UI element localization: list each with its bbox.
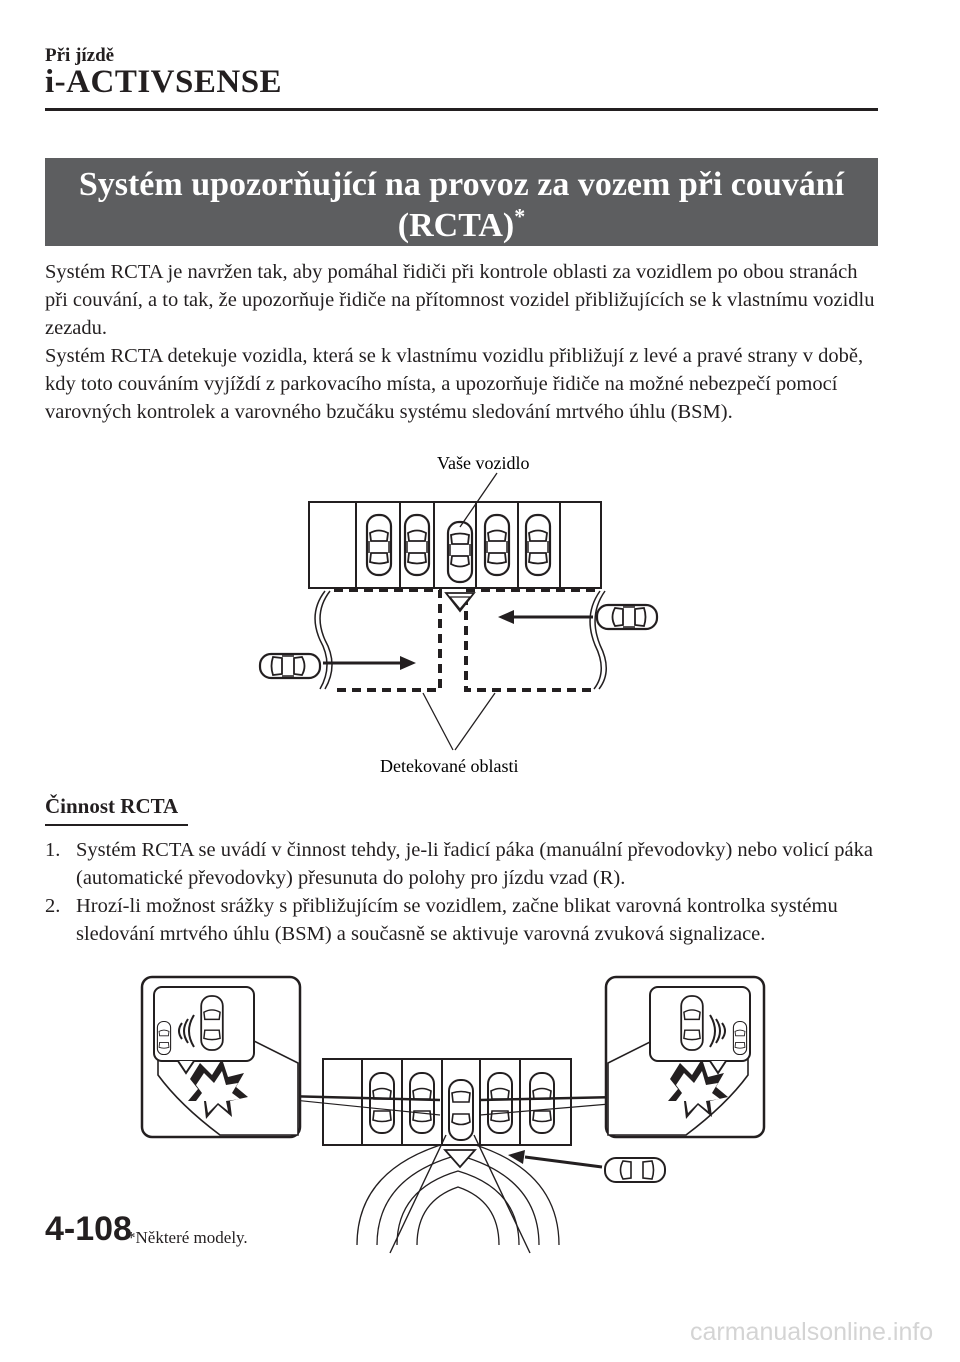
step-2 [45, 892, 880, 948]
label-detection-areas: Detekované oblasti [380, 756, 519, 776]
page-number: 4-108 [45, 1210, 132, 1248]
chapter-title: i-ACTIVSENSE [45, 64, 283, 100]
intro-paragraph-2: Systém RCTA detekuje vozidla, která se k vlastnímu vozidlu přibližují z levé a pravé strany v době, kdy toto couváním vyjíždí z parkovacího místa, a upozorňuje řidiče na možné nebezpečí pomocí varovných kontrolek a varovného bzučáku systému sledování mrtvého úhlu (BSM). [45, 345, 864, 423]
rcta-detection-diagram [250, 445, 670, 790]
section-title: Při jízdě [45, 45, 115, 66]
operation-heading: Činnost RCTA [45, 794, 179, 818]
header-rule [45, 108, 878, 111]
step-text: Hrozí-li možnost srážky s přibližujícím se vozidlem, začne blikat varovná kontrolka systému sledování mrtvého úhlu (BSM) a současně se aktivuje varovná zvuková signalizace. [76, 895, 838, 945]
heading-underline [45, 824, 188, 826]
intro-paragraph-1: Systém RCTA je navržen tak, aby pomáhal řidiči při kontrole oblasti za vozidlem po obou stranách při couvání, a to tak, že upozorňuje řidiče na přítomnost vozidel přibližujících se k vlastnímu vozidlu zezadu. [45, 261, 875, 339]
rcta-warning-diagram [140, 975, 820, 1255]
footnote-mark: * [514, 203, 526, 229]
banner-title-line2 [397, 203, 526, 244]
topic-banner [45, 158, 878, 246]
banner-title-line1: Systém upozorňující na provoz za vozem při couvání [78, 166, 845, 203]
step-number: 2. [45, 895, 61, 917]
intro-text [45, 258, 880, 426]
footnote: *Některé modely. [127, 1228, 248, 1247]
watermark: carmanualsonline.info [690, 1318, 934, 1346]
label-your-vehicle: Vaše vozidlo [437, 453, 530, 473]
banner-acronym: (RCTA) [397, 207, 515, 244]
operation-steps [45, 836, 880, 948]
step-1 [45, 836, 880, 892]
step-text: Systém RCTA se uvádí v činnost tehdy, je-li řadicí páka (manuální převodovky) nebo volicí páka (automatické převodovky) přesunuta do polohy pro jízdu vzad (R). [76, 839, 873, 889]
step-number: 1. [45, 839, 61, 861]
